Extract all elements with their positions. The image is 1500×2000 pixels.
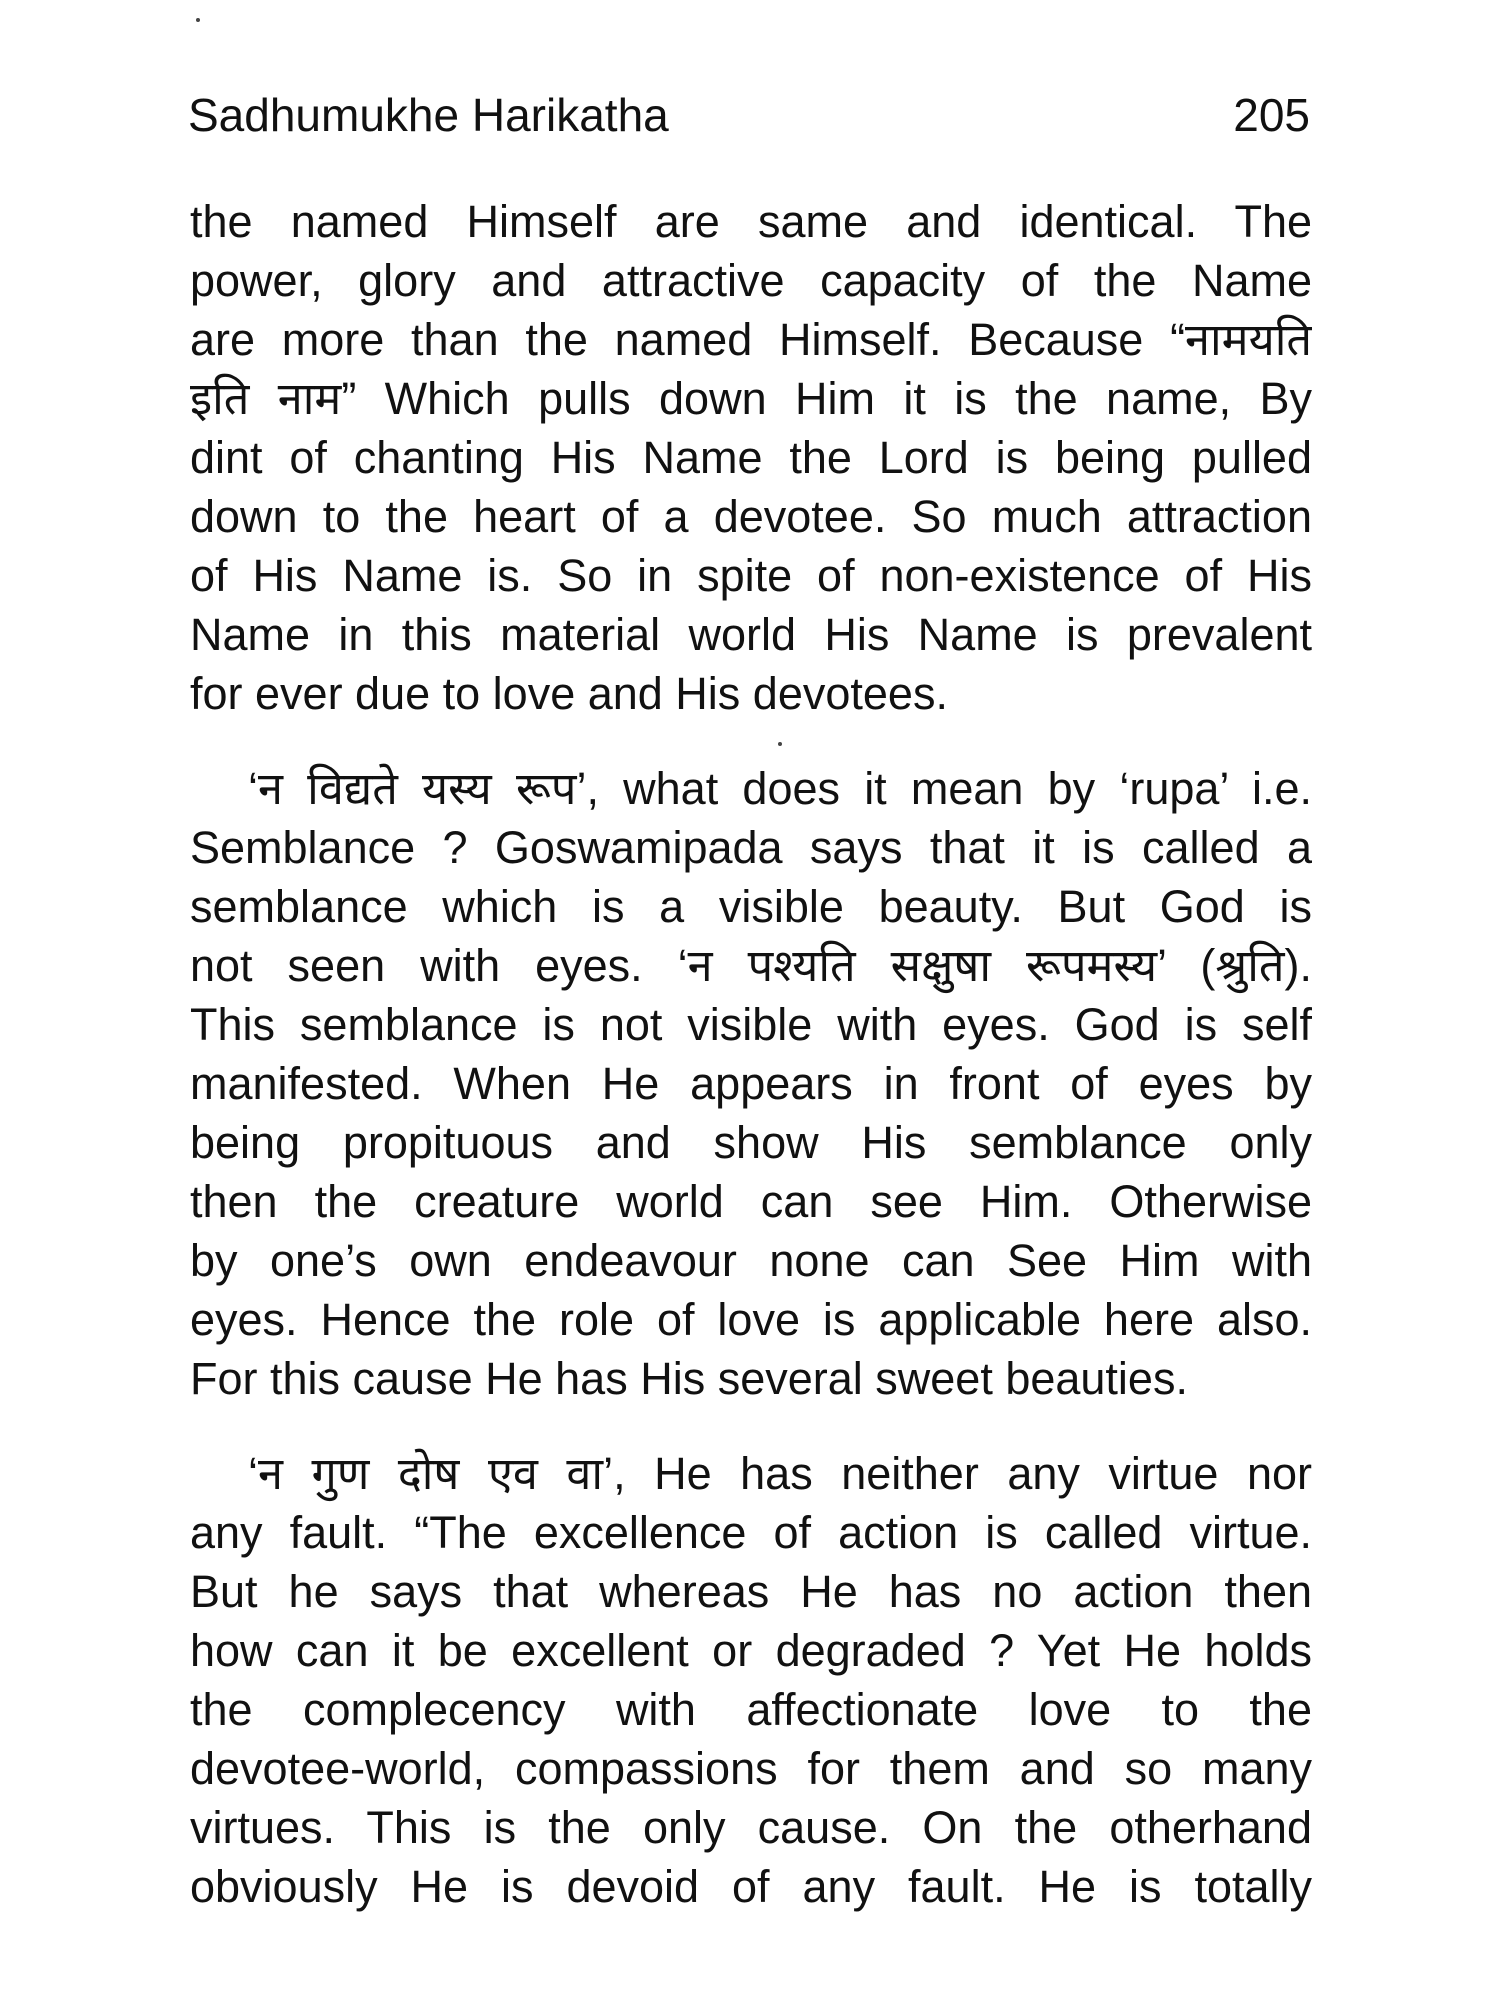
text-line: being propituous and show His semblance only: [190, 1117, 1312, 1168]
running-header: [188, 80, 1310, 150]
text-line: For this cause He has His several sweet beauties.: [190, 1353, 1188, 1404]
text-line: not seen with eyes. ‘न पश्यति सक्षुषा रूपमस्य’ (श्रुति).: [190, 940, 1312, 991]
body-text: [190, 192, 1312, 1916]
text-line: the named Himself are same and identical. The: [190, 196, 1312, 247]
text-line: obviously He is devoid of any fault. He is totally: [190, 1861, 1312, 1912]
text-line: the complecency with affectionate love to the: [190, 1684, 1312, 1735]
text-line: virtues. This is the only cause. On the otherhand: [190, 1802, 1312, 1853]
text-line: how can it be excellent or degraded ? Yet He holds: [190, 1625, 1312, 1676]
text-line: Name in this material world His Name is prevalent: [190, 609, 1312, 660]
text-line: for ever due to love and His devotees.: [190, 668, 948, 719]
text-line: Semblance ? Goswamipada says that it is called a: [190, 822, 1312, 873]
paragraph-1: [190, 192, 1312, 723]
text-line: इति नाम” Which pulls down Him it is the name, By: [190, 373, 1312, 424]
text-line: by one’s own endeavour none can See Him with: [190, 1235, 1312, 1286]
text-line: are more than the named Himself. Because “नामयति: [190, 314, 1312, 365]
page-number: 205: [1233, 89, 1310, 141]
text-line: semblance which is a visible beauty. But God is: [190, 881, 1312, 932]
text-line: of His Name is. So in spite of non-existence of His: [190, 550, 1312, 601]
text-line: ‘न गुण दोष एव वा’, He has neither any virtue nor: [248, 1448, 1312, 1499]
paragraph-2: [190, 759, 1312, 1408]
text-line: This semblance is not visible with eyes. God is self: [190, 999, 1312, 1050]
book-title: Sadhumukhe Harikatha: [188, 89, 669, 141]
text-line: manifested. When He appears in front of eyes by: [190, 1058, 1312, 1109]
text-line: any fault. “The excellence of action is called virtue.: [190, 1507, 1312, 1558]
paragraph-spacer: [190, 1408, 1312, 1444]
text-line: then the creature world can see Him. Otherwise: [190, 1176, 1312, 1227]
paragraph-3: [190, 1444, 1312, 1916]
text-line: power, glory and attractive capacity of the Name: [190, 255, 1312, 306]
scan-speck: [196, 18, 200, 22]
text-line: dint of chanting His Name the Lord is being pulled: [190, 432, 1312, 483]
text-line: devotee-world, compassions for them and so many: [190, 1743, 1312, 1794]
paragraph-spacer: [190, 723, 1312, 759]
text-line: down to the heart of a devotee. So much attraction: [190, 491, 1312, 542]
text-line: But he says that whereas He has no action then: [190, 1566, 1312, 1617]
text-line: ‘न विद्यते यस्य रूप’, what does it mean by ‘rupa’ i.e.: [248, 763, 1312, 814]
text-line: eyes. Hence the role of love is applicable here also.: [190, 1294, 1312, 1345]
